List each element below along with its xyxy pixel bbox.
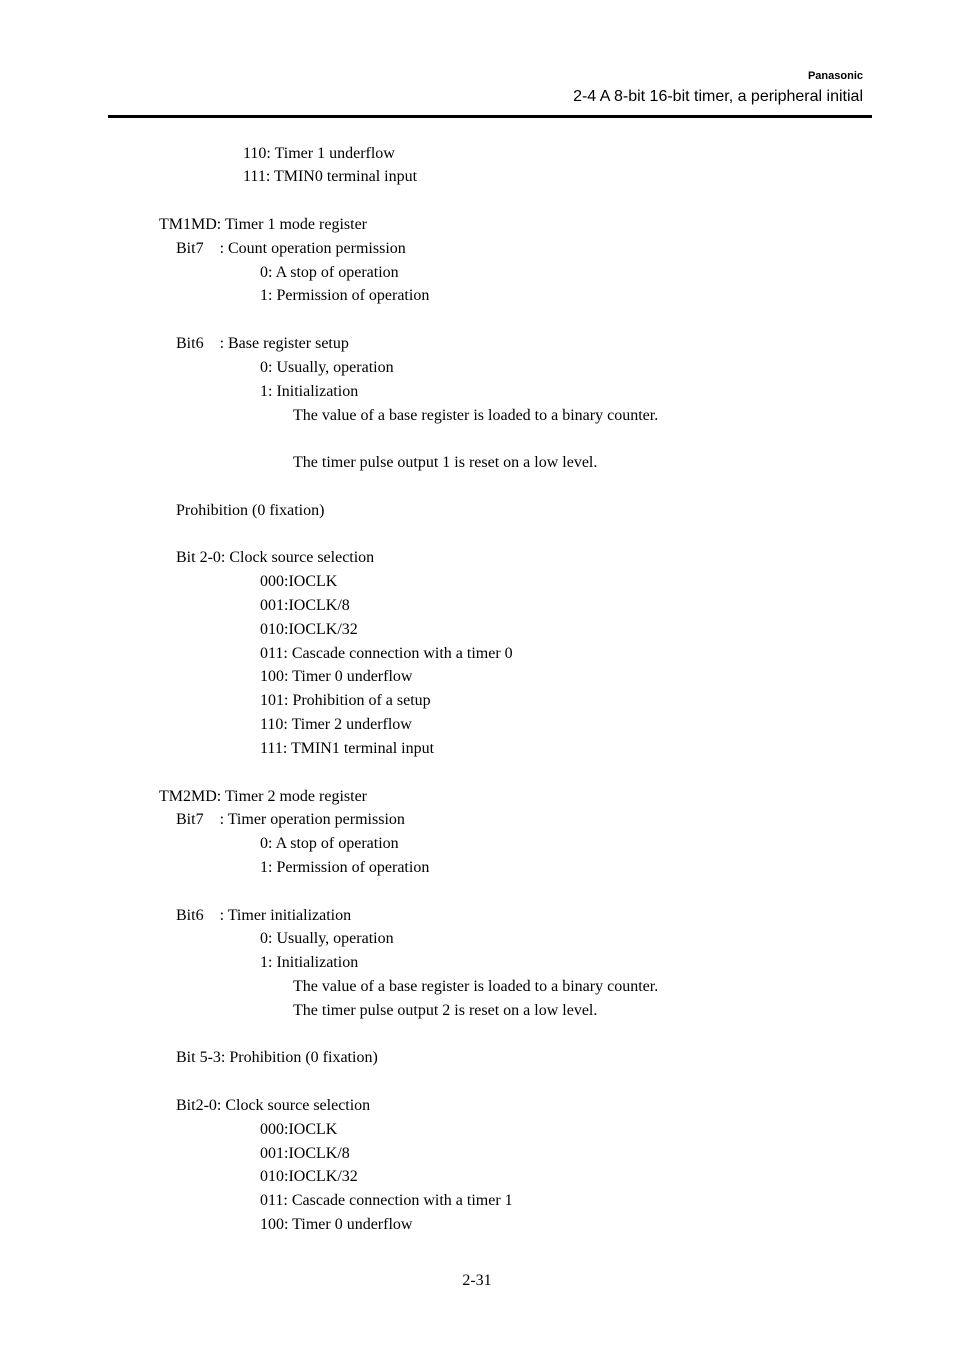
register-heading: TM1MD: Timer 1 mode register [159,216,367,233]
text-line: 100: Timer 0 underflow [260,668,413,685]
text-line: 110: Timer 2 underflow [260,716,412,733]
text-line: 0: A stop of operation [260,264,399,281]
bit-field-heading: Bit2-0: Clock source selection [176,1097,371,1114]
bit-field-heading: Bit6 : Timer initialization [176,907,352,924]
bit-field-heading: Prohibition (0 fixation) [176,502,325,519]
bit-field-heading: Bit6 : Base register setup [176,335,349,352]
text-line: 1: Initialization [260,383,359,400]
page-number: 2-31 [462,1272,492,1289]
text-line: 111: TMIN0 terminal input [243,168,418,185]
text-line: 000:IOCLK [260,573,338,590]
text-line: 101: Prohibition of a setup [260,692,431,709]
text-line: 1: Initialization [260,954,359,971]
text-line: The timer pulse output 2 is reset on a low level. [293,1002,598,1019]
bit-field-heading: Bit7 : Timer operation permission [176,811,405,828]
text-line: 100: Timer 0 underflow [260,1216,413,1233]
text-line: The value of a base register is loaded to a binary counter. [293,407,659,424]
text-line: 001:IOCLK/8 [260,1145,350,1162]
text-line: 111: TMIN1 terminal input [260,740,435,757]
text-line: The timer pulse output 1 is reset on a low level. [293,454,598,471]
text-line: 011: Cascade connection with a timer 1 [260,1192,513,1209]
text-line: 011: Cascade connection with a timer 0 [260,645,513,662]
text-line: 010:IOCLK/32 [260,621,358,638]
brand-logo-text: Panasonic [807,70,863,82]
text-line: 110: Timer 1 underflow [243,145,395,162]
text-line: 1: Permission of operation [260,859,430,876]
text-line: 0: Usually, operation [260,359,394,376]
text-line: 001:IOCLK/8 [260,597,350,614]
text-line: 010:IOCLK/32 [260,1168,358,1185]
text-line: 1: Permission of operation [260,287,430,304]
bit-field-heading: Bit 2-0: Clock source selection [176,549,375,566]
bit-field-heading: Bit 5-3: Prohibition (0 fixation) [176,1049,378,1066]
text-line: 000:IOCLK [260,1121,338,1138]
text-line: 0: A stop of operation [260,835,399,852]
section-title: 2-4 A 8-bit 16-bit timer, a peripheral initial [573,88,863,105]
text-line: The value of a base register is loaded to a binary counter. [293,978,659,995]
text-line: 0: Usually, operation [260,930,394,947]
header-divider [108,115,872,118]
bit-field-heading: Bit7 : Count operation permission [176,240,406,257]
register-heading: TM2MD: Timer 2 mode register [159,788,367,805]
